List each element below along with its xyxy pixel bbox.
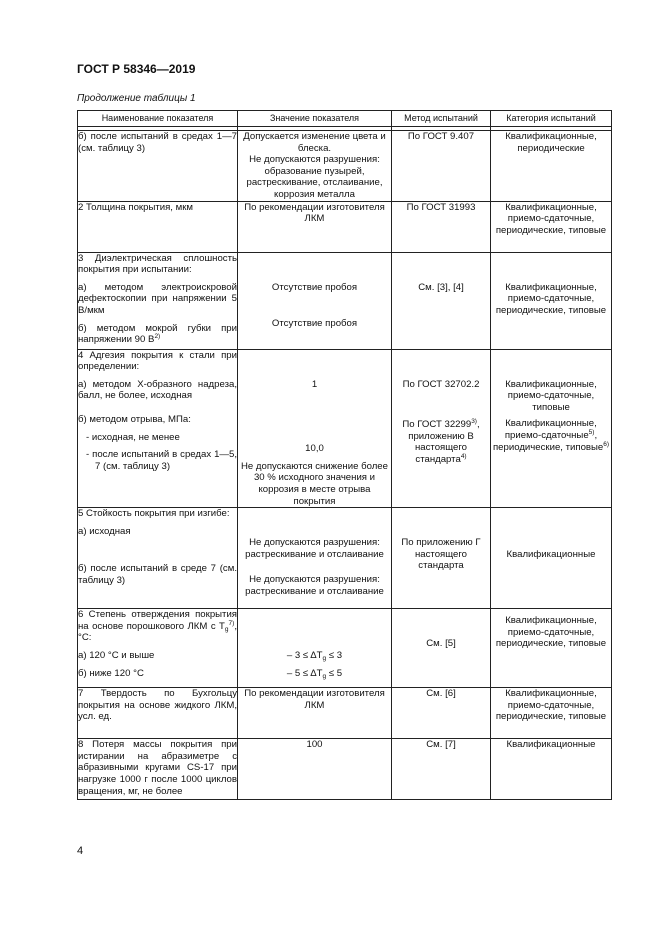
row-method: По ГОСТ 32702.2 [402, 378, 480, 390]
row-category: Квалификационные [506, 739, 596, 751]
row-method: См. [3], [4] [418, 281, 464, 293]
row-value: – $3 \le \Delta T_g \le 3$ [286, 650, 343, 663]
table-row [78, 688, 612, 739]
row-subitem: б) ниже 120 °С [78, 667, 144, 679]
table-row [78, 508, 612, 609]
row-value: 10,0 [305, 443, 324, 455]
row-value: Отсутствие пробоя [271, 318, 358, 330]
row-value: По рекомендации изготовителя ЛКМ [244, 688, 385, 711]
row-subitem: а) методом Х-образного надреза, балл, не более, исходная [78, 378, 237, 402]
row-category: Квалификационные, приемо-сдаточные, периодические, типовые [495, 201, 607, 236]
row-name: 2 Толщина покрытия, мкм [78, 201, 194, 213]
table-row [78, 201, 612, 252]
row-method: По ГОСТ 32299$^{3)}$, приложению В настоящего стандарта$^{4)}$ [402, 418, 480, 465]
row-value: Отсутствие пробоя [271, 281, 358, 293]
row-subitem: б) после испытаний в среде 7 (см. таблицу 3) [78, 563, 237, 586]
row-name: 5 Стойкость покрытия при изгибе: [78, 508, 230, 520]
indicators-table [77, 110, 612, 800]
row-category: Квалификационные, приемо-сдаточные, периодические, типовые [495, 688, 607, 723]
row-value: – $5 \le \Delta T_g \le 5$ [286, 667, 343, 680]
row-subitem: а) исходная [78, 525, 131, 537]
column-header-category: Категория испытаний [491, 111, 612, 127]
row-name: б) после испытаний в средах 1—7 (см. таблицу 3) [78, 131, 237, 154]
row-name: 3 Диэлектрическая сплошность покрытия при испытании: [78, 252, 237, 276]
row-method: По ГОСТ 9.407 [407, 131, 475, 142]
row-value: Не допускаются снижение более 30 % исходного значения и коррозия в месте отрыва покрытия [241, 460, 388, 507]
row-value: 1 [311, 378, 318, 390]
row-method: По приложению Г настоящего стандарта [401, 537, 481, 572]
row-method: По ГОСТ 31993 [406, 201, 476, 213]
row-value: Не допускаются разрушения: растрескивание и отслаивание [245, 537, 384, 560]
row-category: Квалификационные, приемо-сдаточные$^{5)}$, периодические, типовые$^{6)}$ [492, 418, 610, 453]
document-id: ГОСТ Р 58346—2019 [77, 62, 196, 76]
column-header-name: Наименование показателя [78, 111, 238, 127]
column-header-method: Метод испытаний [392, 111, 491, 127]
table-row [78, 131, 612, 202]
row-subitem: - после испытаний в средах 1—5, 7 (см. таблицу 3) [86, 449, 237, 472]
row-subitem: б) методом отрыва, МПа: [78, 413, 191, 425]
row-name: 4 Адгезия покрытия к стали при определении: [78, 349, 237, 373]
row-category: Квалификационные [506, 549, 596, 561]
page-number: 4 [77, 845, 84, 857]
row-category: Квалификационные, приемо-сдаточные, типовые [505, 378, 597, 413]
row-subitem: б) методом мокрой губки при напряжении 90 В [78, 322, 237, 346]
column-header-value: Значение показателя [238, 111, 392, 127]
table-row [78, 739, 612, 800]
row-value: Допускается изменение цвета и блеска. [243, 131, 386, 154]
row-value: Не допускаются разрушения: растрескивание и отслаивание [245, 574, 384, 597]
row-value: Не допускаются разрушения: образование пузырей, растрескивание, отслаивание, коррозия металла [246, 154, 383, 200]
table-row [78, 349, 612, 508]
table-row [78, 609, 612, 688]
row-subitem: а) 120 °С и выше [78, 649, 155, 661]
row-value: По рекомендации изготовителя ЛКМ [244, 201, 385, 225]
row-method: См. [5] [426, 638, 456, 650]
table-header-row [78, 111, 612, 127]
row-subitem: - исходная, не менее [86, 431, 180, 443]
row-name: 7 Твердость по Бухгольцу покрытия на основе жидкого ЛКМ, усл. ед. [78, 688, 237, 723]
row-subitem: а) методом электроискровой дефектоскопии при напряжении 5 В/мкм [78, 281, 237, 316]
table-continuation-caption: Продолжение таблицы 1 [77, 93, 196, 104]
row-name: 8 Потеря массы покрытия при истирании на абразиметре с абразивными кругами CS-17 при нагрузке 1000 г после 1000 циклов вращения, мг, не более [78, 739, 237, 797]
table-row [78, 252, 612, 349]
row-category: Квалификационные, периодические [505, 131, 597, 154]
footnote-ref: 2) [154, 333, 161, 341]
row-category: Квалификационные, приемо-сдаточные, периодические, типовые [495, 281, 607, 316]
row-value: 100 [306, 739, 323, 751]
row-method: См. [7] [426, 739, 456, 751]
row-method: См. [6] [426, 688, 456, 700]
row-name: 6 Степень отверждения покрытия на основе порошкового ЛКМ с $T_g^{7)}$, °С: [78, 609, 237, 644]
row-category: Квалификационные, приемо-сдаточные, периодические, типовые [495, 615, 607, 650]
